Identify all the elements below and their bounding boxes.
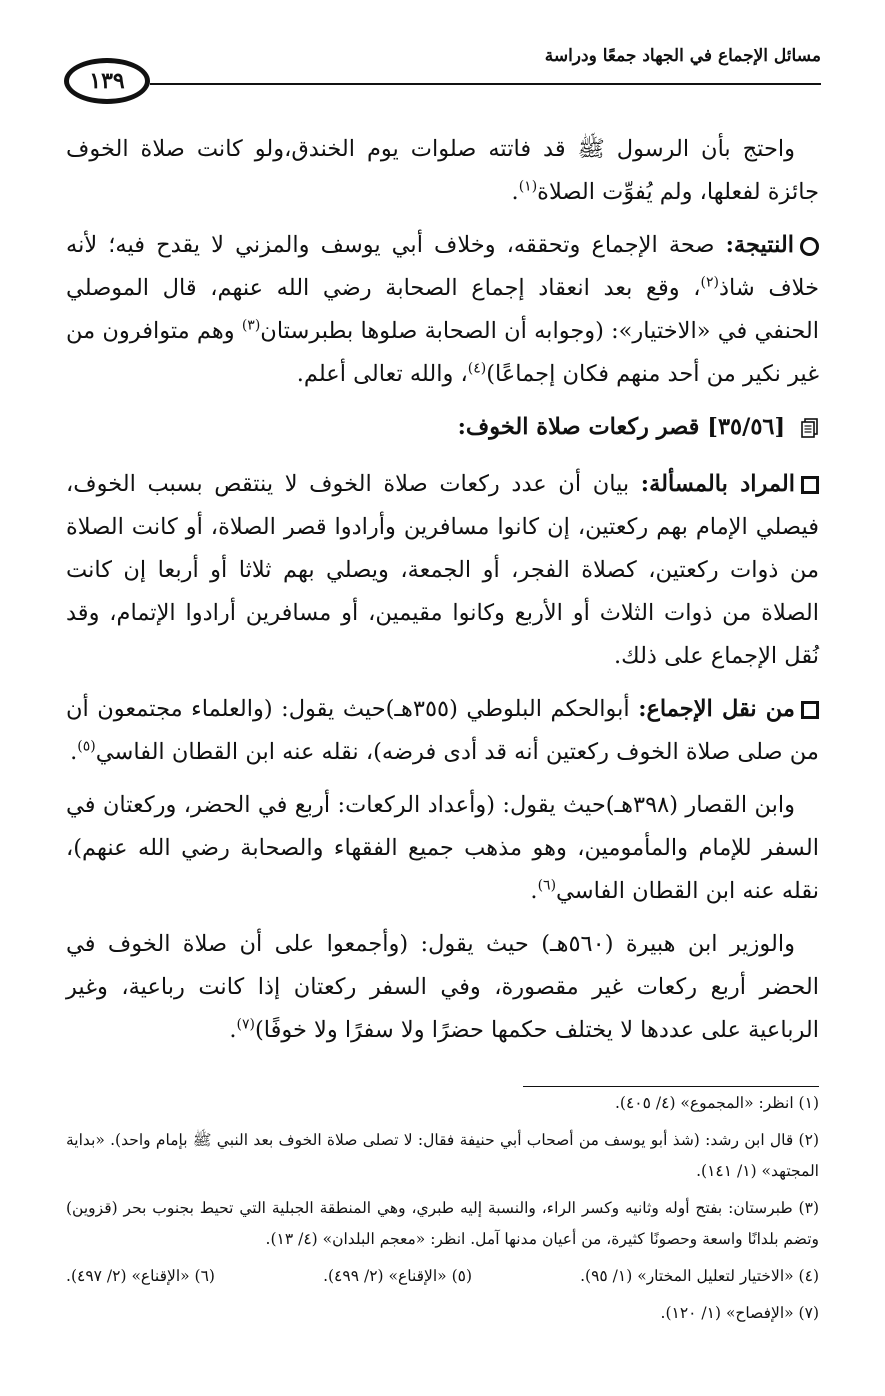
footnote-1: (١) انظر: «المجموع» (٤/ ٤٠٥). xyxy=(614,1094,819,1112)
section-number: [٣٥/٥٦] xyxy=(707,414,786,440)
footnote-7: (٧) «الإفصاح» (١/ ١٢٠). xyxy=(660,1304,819,1322)
main-text xyxy=(66,128,819,1062)
paragraph-definition xyxy=(66,463,819,678)
paragraph-transmitters xyxy=(66,688,819,774)
paragraph-text: . xyxy=(530,878,538,904)
footnote-ref-7[interactable]: (٧) xyxy=(236,1016,255,1033)
footnote-row xyxy=(66,1261,819,1292)
page-number: ١٣٩ xyxy=(89,68,125,94)
paragraph-ibn-hubayra xyxy=(66,923,819,1052)
square-bullet-icon xyxy=(801,476,819,494)
footnote-5: (٥) «الإقناع» (٢/ ٤٩٩). xyxy=(323,1267,473,1285)
paragraph-text: ، والله تعالى أعلم. xyxy=(296,361,468,387)
paragraph-ibn-alqassar xyxy=(66,784,819,913)
footnote-ref-5[interactable]: (٥) xyxy=(77,738,96,755)
paragraph-text: . xyxy=(511,179,519,205)
paragraph-text: وابن القصار (٣٩٨هـ)حيث يقول: (وأعداد الركعات: أربع في الحضر، وركعتان في السفر للإمام والمأمومين، وهو مذهب جميع الفقهاء والصحابة رضي الله عنهم)، نقله عنه ابن القطان الفاسي xyxy=(66,792,819,904)
footnote-3: (٣) طبرستان: بفتح أوله وثانيه وكسر الراء، والنسبة إليه طبري، وهي المنطقة الجبلية التي تحيط بجنوب بحر (قزوين) وتضم بلدانًا واسعة وحصونًا كثيرة، من أعيان مدنها آمل. انظر: «معجم البلدان» (٤/ ١٣). xyxy=(66,1199,819,1248)
paragraph-text: بيان أن عدد ركعات صلاة الخوف لا ينتقص بسبب الخوف، فيصلي الإمام بهم ركعتين، إن كانوا مسافرين وأرادوا قصر الصلاة، أو كانت الصلاة من ذوات ركعتين، كصلاة الفجر، أو الجمعة، ويصلي بهم ثلاثا أو أربعا إن كانت الصلاة من ذوات الثلاث أو الأربع وكانوا مقيمين، أو مسافرين أرادوا الإتمام، وقد نُقل الإجماع على ذلك. xyxy=(66,471,819,669)
paragraph-argument xyxy=(66,128,819,214)
definition-label: المراد بالمسألة: xyxy=(640,471,796,497)
page-header xyxy=(0,0,885,120)
running-title: مسائل الإجماع في الجهاد جمعًا ودراسة xyxy=(544,46,821,66)
footnote-ref-2[interactable]: (٢) xyxy=(700,274,719,291)
paragraph-text: صحة الإجماع وتحققه، وخلاف أبي يوسف والمزني لا يقدح فيه؛ لأنه خلاف شاذ xyxy=(66,232,820,301)
circle-bullet-icon xyxy=(800,237,819,256)
paragraph-text: أبوالحكم البلوطي (٣٥٥هـ)حيث يقول: (والعلماء مجتمعون أن من صلى صلاة الخوف ركعتين أنه قد أدى فرضه)، نقله عنه ابن القطان الفاسي xyxy=(66,696,819,765)
paragraph-text: واحتج بأن الرسول ﷺ قد فاتته صلوات يوم الخندق،ولو كانت صلاة الخوف جائزة لفعلها، ولم يُفوِّت الصلاة xyxy=(66,136,819,205)
transmitters-label: من نقل الإجماع: xyxy=(638,696,795,722)
paragraph-text: والوزير ابن هبيرة (٥٦٠هـ) حيث يقول: (وأجمعوا على أن صلاة الخوف في الحضر أربع ركعات غير مقصورة، وفي السفر ركعتان إذا كانت رباعية، وغير الرباعية على عددها لا يختلف حكمها حضرًا ولا سفرًا ولا خوفًا) xyxy=(66,931,819,1043)
header-rule xyxy=(150,83,821,85)
paragraph-text: . xyxy=(70,739,78,765)
footnotes xyxy=(66,1088,819,1335)
section-title: قصر ركعات صلاة الخوف: xyxy=(457,414,700,440)
footnote-4: (٤) «الاختيار لتعليل المختار» (١/ ٩٥). xyxy=(580,1267,819,1285)
paragraph-text: وهم متوافرون من غير نكير من أحد منهم فكان إجماعًا) xyxy=(66,318,819,387)
result-label: النتيجة: xyxy=(725,232,794,258)
square-bullet-icon xyxy=(801,701,819,719)
section-heading xyxy=(66,406,819,449)
footnote-ref-4[interactable]: (٤) xyxy=(467,360,487,377)
footnote-2: (٢) قال ابن رشد: (شذ أبو يوسف من أصحاب أبي حنيفة فقال: لا تصلى صلاة الخوف بعد النبي ﷺ بإمام واحد). «بداية المجتهد» (١/ ١٤١). xyxy=(66,1131,819,1180)
footnote-rule xyxy=(523,1086,819,1087)
page-number-oval xyxy=(64,58,150,104)
footnote-ref-6[interactable]: (٦) xyxy=(537,877,557,894)
paragraph-text: ، وقع بعد انعقاد إجماع الصحابة رضي الله عنهم، قال الموصلي الحنفي في «الاختيار»: (وجوابه أن الصحابة صلوها بطبرستان xyxy=(66,275,819,344)
footnote-ref-3[interactable]: (٣) xyxy=(241,317,261,334)
footnote-ref-1[interactable]: (١) xyxy=(518,178,538,195)
paragraph-result xyxy=(66,224,819,396)
paragraph-text: . xyxy=(229,1017,237,1043)
footnote-6: (٦) «الإقناع» (٢/ ٤٩٧). xyxy=(66,1267,215,1285)
documents-icon xyxy=(801,418,819,438)
